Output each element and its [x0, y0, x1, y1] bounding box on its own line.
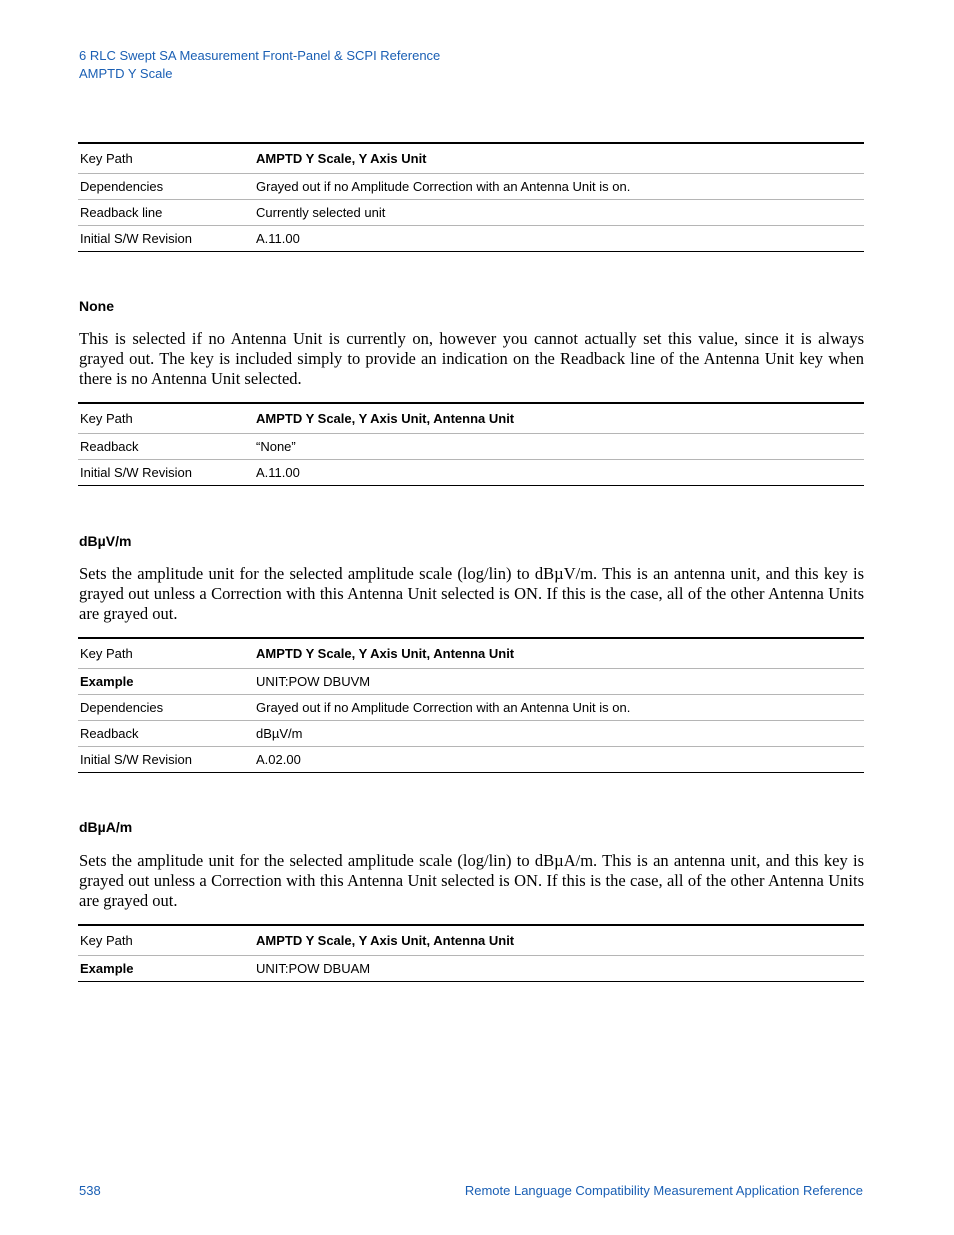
- table-value: AMPTD Y Scale, Y Axis Unit: [252, 143, 864, 174]
- table-value: dBµV/m: [252, 721, 864, 747]
- table-row: [78, 747, 864, 773]
- table-row: [78, 200, 864, 226]
- table-key: Key Path: [78, 925, 252, 956]
- dbuvm-heading: dBµV/m: [79, 533, 132, 549]
- table-row: [78, 460, 864, 486]
- table-value: AMPTD Y Scale, Y Axis Unit, Antenna Unit: [252, 925, 864, 956]
- table-value: “None”: [252, 434, 864, 460]
- table-key: Readback line: [78, 200, 252, 226]
- table-value: A.11.00: [256, 465, 300, 480]
- section-header: AMPTD Y Scale: [79, 66, 173, 81]
- none-heading: None: [79, 298, 114, 314]
- table-row: [78, 434, 864, 460]
- table-row: [78, 143, 864, 174]
- dbuam-description: Sets the amplitude unit for the selected amplitude scale (log/lin) to dBµA/m. This is an antenna unit, and this key is grayed out unless a Correction with this Antenna Unit selected is ON. If this is the case, all of the other Antenna Units are grayed out.: [79, 851, 864, 910]
- table-key: Dependencies: [78, 695, 252, 721]
- page-number: 538: [79, 1183, 101, 1198]
- table-row: [78, 638, 864, 669]
- table-key: Key Path: [78, 143, 252, 174]
- table-value: Currently selected unit: [252, 200, 864, 226]
- table-row: [78, 925, 864, 956]
- table-key: Dependencies: [78, 174, 252, 200]
- table-value: UNIT:POW DBUAM: [256, 961, 371, 976]
- table-key: Initial S/W Revision: [80, 752, 192, 767]
- dbuam-heading: dBµA/m: [79, 819, 133, 835]
- footer-title: Remote Language Compatibility Measurement Application Reference: [464, 1183, 863, 1198]
- key-table-dbuam: [78, 924, 864, 982]
- table-key: Initial S/W Revision: [80, 465, 192, 480]
- table-row: [78, 956, 864, 982]
- none-description: This is selected if no Antenna Unit is currently on, however you cannot actually set this value, since it is always grayed out. The key is included simply to provide an indication on the Readback line of the Antenna Unit key when there is no Antenna Unit selected.: [79, 329, 864, 388]
- table-value: AMPTD Y Scale, Y Axis Unit, Antenna Unit: [252, 638, 864, 669]
- table-key: Key Path: [78, 638, 252, 669]
- table-key: Initial S/W Revision: [80, 231, 192, 246]
- table-value: A.02.00: [256, 752, 301, 767]
- table-value: Grayed out if no Amplitude Correction with an Antenna Unit is on.: [252, 174, 864, 200]
- key-table-y-axis-unit: [78, 142, 864, 252]
- table-row: [78, 174, 864, 200]
- table-row: [78, 695, 864, 721]
- chapter-header: 6 RLC Swept SA Measurement Front-Panel & SCPI Reference: [79, 48, 441, 63]
- table-value: AMPTD Y Scale, Y Axis Unit, Antenna Unit: [252, 403, 864, 434]
- table-row: [78, 669, 864, 695]
- table-value: UNIT:POW DBUVM: [252, 669, 864, 695]
- table-key: Readback: [78, 721, 252, 747]
- table-key: Key Path: [78, 403, 252, 434]
- table-value: Grayed out if no Amplitude Correction with an Antenna Unit is on.: [252, 695, 864, 721]
- key-table-none: [78, 402, 864, 486]
- table-key: Example: [80, 961, 134, 976]
- table-key: Example: [78, 669, 252, 695]
- table-row: [78, 226, 864, 252]
- table-key: Readback: [78, 434, 252, 460]
- table-row: [78, 721, 864, 747]
- table-row: [78, 403, 864, 434]
- key-table-dbuvm: [78, 637, 864, 773]
- dbuvm-description: Sets the amplitude unit for the selected amplitude scale (log/lin) to dBµV/m. This is an antenna unit, and this key is grayed out unless a Correction with this Antenna Unit selected is ON. If this is the case, all of the other Antenna Units are grayed out.: [79, 564, 864, 623]
- table-value: A.11.00: [256, 231, 300, 246]
